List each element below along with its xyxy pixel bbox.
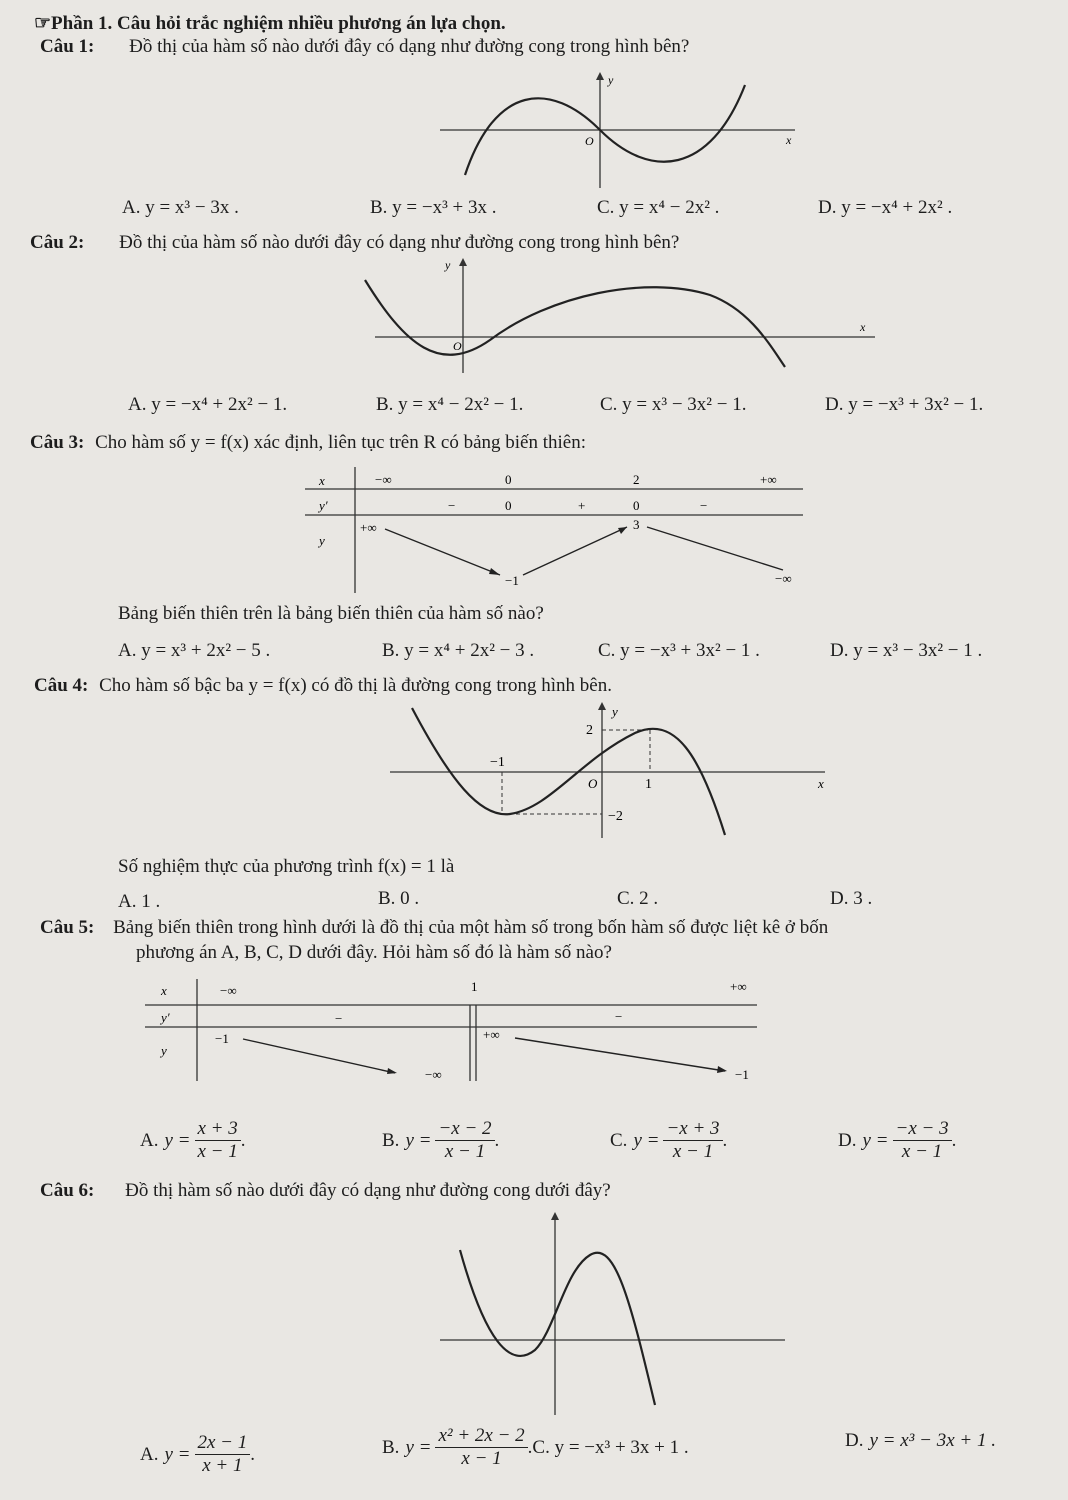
q4-option-b[interactable]: B. 0 . xyxy=(378,888,420,909)
q3-yp-label: y′ xyxy=(319,498,328,513)
question-4-graph xyxy=(390,700,830,840)
q1-option-c[interactable]: C. y = x⁴ − 2x² . xyxy=(597,197,720,218)
q5-option-c-lhs: y = xyxy=(633,1129,660,1151)
question-3-text: Cho hàm số y = f(x) xác định, liên tục trên R có bảng biến thiên: xyxy=(95,432,587,453)
q5-option-c-den: x − 1 xyxy=(672,1141,714,1162)
q5-option-b[interactable] xyxy=(382,1118,499,1163)
question-4 xyxy=(34,675,612,697)
q2-option-d[interactable]: D. y = −x³ + 3x² − 1. xyxy=(825,394,984,415)
question-5-variation-table xyxy=(145,975,765,1085)
q5-option-d-letter: D. xyxy=(838,1129,857,1151)
q6-option-a-den: x + 1 xyxy=(202,1455,243,1476)
question-1-graph xyxy=(420,70,800,190)
q6-option-a-letter: A. xyxy=(140,1443,159,1465)
q5-option-c-num: −x + 3 xyxy=(663,1118,722,1141)
q6-option-a-lhs: y = xyxy=(164,1443,191,1465)
q4-y-label: y xyxy=(612,704,618,719)
q5-option-d-lhs: y = xyxy=(862,1129,889,1151)
q3-y-0: +∞ xyxy=(360,520,377,535)
q1-option-d[interactable]: D. y = −x⁴ + 2x² . xyxy=(818,197,953,218)
question-6 xyxy=(40,1180,611,1202)
q1-y-label: y xyxy=(608,73,614,87)
question-5 xyxy=(40,917,828,939)
q5-yp-0: − xyxy=(335,1011,343,1026)
q5-y-1: −∞ xyxy=(425,1067,442,1082)
q4-option-d[interactable]: D. 3 . xyxy=(830,888,873,909)
q5-option-d-fraction xyxy=(893,1118,952,1163)
question-4-text: Cho hàm số bậc ba y = f(x) có đồ thị là đường cong trong hình bên. xyxy=(99,675,612,696)
q4-tick-1: 1 xyxy=(645,777,652,792)
question-6-graph xyxy=(440,1210,800,1420)
q5-option-a-letter: A. xyxy=(140,1129,159,1151)
q5-option-b-letter: B. xyxy=(382,1129,400,1151)
question-2-graph xyxy=(345,255,885,375)
q2-option-b[interactable]: B. y = x⁴ − 2x² − 1. xyxy=(376,394,524,415)
question-4-label: Câu 4: xyxy=(34,675,89,696)
q5-option-b-den: x − 1 xyxy=(444,1141,486,1162)
q3-y-1: −1 xyxy=(505,573,519,588)
q6-option-a[interactable] xyxy=(140,1432,255,1477)
question-3-variation-table xyxy=(305,465,805,595)
q6-option-d-letter: D. xyxy=(845,1430,864,1451)
q6-option-b-post-and-c: .C. y = −x³ + 3x + 1 . xyxy=(527,1436,689,1458)
q5-y-0: −1 xyxy=(215,1031,229,1046)
part-title: ☞Phần 1. Câu hỏi trắc nghiệm nhiều phương án lựa chọn. xyxy=(34,13,506,34)
q6-option-a-post: . xyxy=(250,1443,256,1465)
q3-y-label: y xyxy=(319,533,325,548)
q6-option-b[interactable] xyxy=(382,1425,689,1470)
q3-x-label: x xyxy=(319,473,325,488)
q5-option-b-lhs: y = xyxy=(405,1129,432,1151)
q5-y-2: +∞ xyxy=(483,1027,500,1042)
q1-option-a[interactable]: A. y = x³ − 3x . xyxy=(122,197,239,218)
q5-x-2: +∞ xyxy=(730,979,747,994)
q5-option-d-num: −x − 3 xyxy=(893,1118,952,1141)
q5-y-3: −1 xyxy=(735,1067,749,1082)
q6-option-d[interactable] xyxy=(845,1430,996,1452)
pen-icon: ☞ xyxy=(34,13,52,34)
question-3-label: Câu 3: xyxy=(30,432,85,453)
q6-option-b-letter: B. xyxy=(382,1436,400,1458)
q3-x-0: −∞ xyxy=(375,472,392,487)
q1-origin-label: O xyxy=(585,134,594,148)
question-2-label: Câu 2: xyxy=(30,232,85,253)
q4-tick-2: 2 xyxy=(586,723,593,738)
q4-tick-m2: −2 xyxy=(608,809,623,824)
q4-option-a[interactable]: A. 1 . xyxy=(118,891,161,912)
q5-option-a[interactable] xyxy=(140,1118,246,1163)
q3-option-c[interactable]: C. y = −x³ + 3x² − 1 . xyxy=(598,640,760,661)
question-1-text: Đồ thị của hàm số nào dưới đây có dạng như đường cong trong hình bên? xyxy=(129,36,690,57)
q4-origin-label: O xyxy=(588,776,598,791)
q3-yp-2: + xyxy=(578,498,586,513)
q6-option-a-fraction xyxy=(195,1432,251,1477)
q3-x-3: +∞ xyxy=(760,472,777,487)
q3-yp-1: 0 xyxy=(505,498,512,513)
q3-x-2: 2 xyxy=(633,472,640,487)
q5-option-a-num: x + 3 xyxy=(195,1118,241,1141)
q3-yp-4: − xyxy=(700,498,708,513)
question-5-text-line1: Bảng biến thiên trong hình dưới là đồ thị của một hàm số trong bốn hàm số được liệt kê ở bốn xyxy=(113,917,829,938)
question-1 xyxy=(40,36,689,58)
q5-x-label: x xyxy=(161,983,167,998)
q5-option-c-letter: C. xyxy=(610,1129,628,1151)
q4-subtext: Số nghiệm thực của phương trình f(x) = 1 là xyxy=(118,856,455,877)
q6-option-b-fraction xyxy=(435,1425,527,1470)
q5-option-a-fraction xyxy=(195,1118,241,1163)
q2-y-label: y xyxy=(445,258,451,272)
q3-option-a[interactable]: A. y = x³ + 2x² − 5 . xyxy=(118,640,271,661)
q5-yp-1: − xyxy=(615,1009,623,1024)
q5-option-a-den: x − 1 xyxy=(197,1141,238,1162)
q5-option-b-post: . xyxy=(494,1129,500,1151)
q4-x-label: x xyxy=(818,776,824,791)
q5-option-d-den: x − 1 xyxy=(901,1141,943,1162)
q3-subtext: Bảng biến thiên trên là bảng biến thiên của hàm số nào? xyxy=(118,603,544,624)
q1-x-label: x xyxy=(786,133,792,147)
q2-option-a[interactable]: A. y = −x⁴ + 2x² − 1. xyxy=(128,394,288,415)
question-5-text-line2: phương án A, B, C, D dưới đây. Hỏi hàm số đó là hàm số nào? xyxy=(136,942,612,963)
q3-y-2: 3 xyxy=(633,517,640,532)
q3-x-1: 0 xyxy=(505,472,512,487)
question-2-text: Đồ thị của hàm số nào dưới đây có dạng như đường cong trong hình bên? xyxy=(119,232,680,253)
q2-origin-label: O xyxy=(453,339,462,353)
q5-y-label: y xyxy=(161,1043,167,1058)
question-3 xyxy=(30,432,586,454)
q5-option-b-fraction xyxy=(435,1118,494,1163)
q3-option-d[interactable]: D. y = x³ − 3x² − 1 . xyxy=(830,640,983,661)
q3-yp-0: − xyxy=(448,498,456,513)
q2-option-c[interactable]: C. y = x³ − 3x² − 1. xyxy=(600,394,747,415)
q3-y-3: −∞ xyxy=(775,571,792,586)
q3-option-b[interactable]: B. y = x⁴ + 2x² − 3 . xyxy=(382,640,535,661)
q6-option-a-num: 2x − 1 xyxy=(195,1432,251,1455)
q5-option-c-fraction xyxy=(663,1118,722,1163)
q6-option-b-num: x² + 2x − 2 xyxy=(435,1425,527,1448)
q5-option-c[interactable] xyxy=(610,1118,727,1163)
q1-option-b[interactable]: B. y = −x³ + 3x . xyxy=(370,197,497,218)
q5-yp-label: y′ xyxy=(161,1010,170,1025)
q5-option-d[interactable] xyxy=(838,1118,956,1163)
q5-x-1: 1 xyxy=(471,979,478,994)
q5-option-c-post: . xyxy=(722,1129,728,1151)
question-6-text: Đồ thị hàm số nào dưới đây có dạng như đường cong dưới đây? xyxy=(125,1180,611,1201)
q3-yp-3: 0 xyxy=(633,498,640,513)
q2-x-label: x xyxy=(860,320,866,334)
question-2 xyxy=(30,232,679,254)
question-1-label: Câu 1: xyxy=(40,36,95,57)
q6-option-d-text: y = x³ − 3x + 1 . xyxy=(869,1430,996,1451)
q5-x-0: −∞ xyxy=(220,983,237,998)
q4-option-c[interactable]: C. 2 . xyxy=(617,888,659,909)
q4-tick-m1: −1 xyxy=(490,755,505,770)
q6-option-b-lhs: y = xyxy=(405,1436,432,1458)
q5-option-a-lhs: y = xyxy=(164,1129,191,1151)
question-5-label: Câu 5: xyxy=(40,917,95,938)
question-6-label: Câu 6: xyxy=(40,1180,95,1201)
q5-option-b-num: −x − 2 xyxy=(435,1118,494,1141)
q6-option-b-den: x − 1 xyxy=(461,1448,502,1469)
q5-option-d-post: . xyxy=(951,1129,957,1151)
q5-option-a-post: . xyxy=(240,1129,246,1151)
